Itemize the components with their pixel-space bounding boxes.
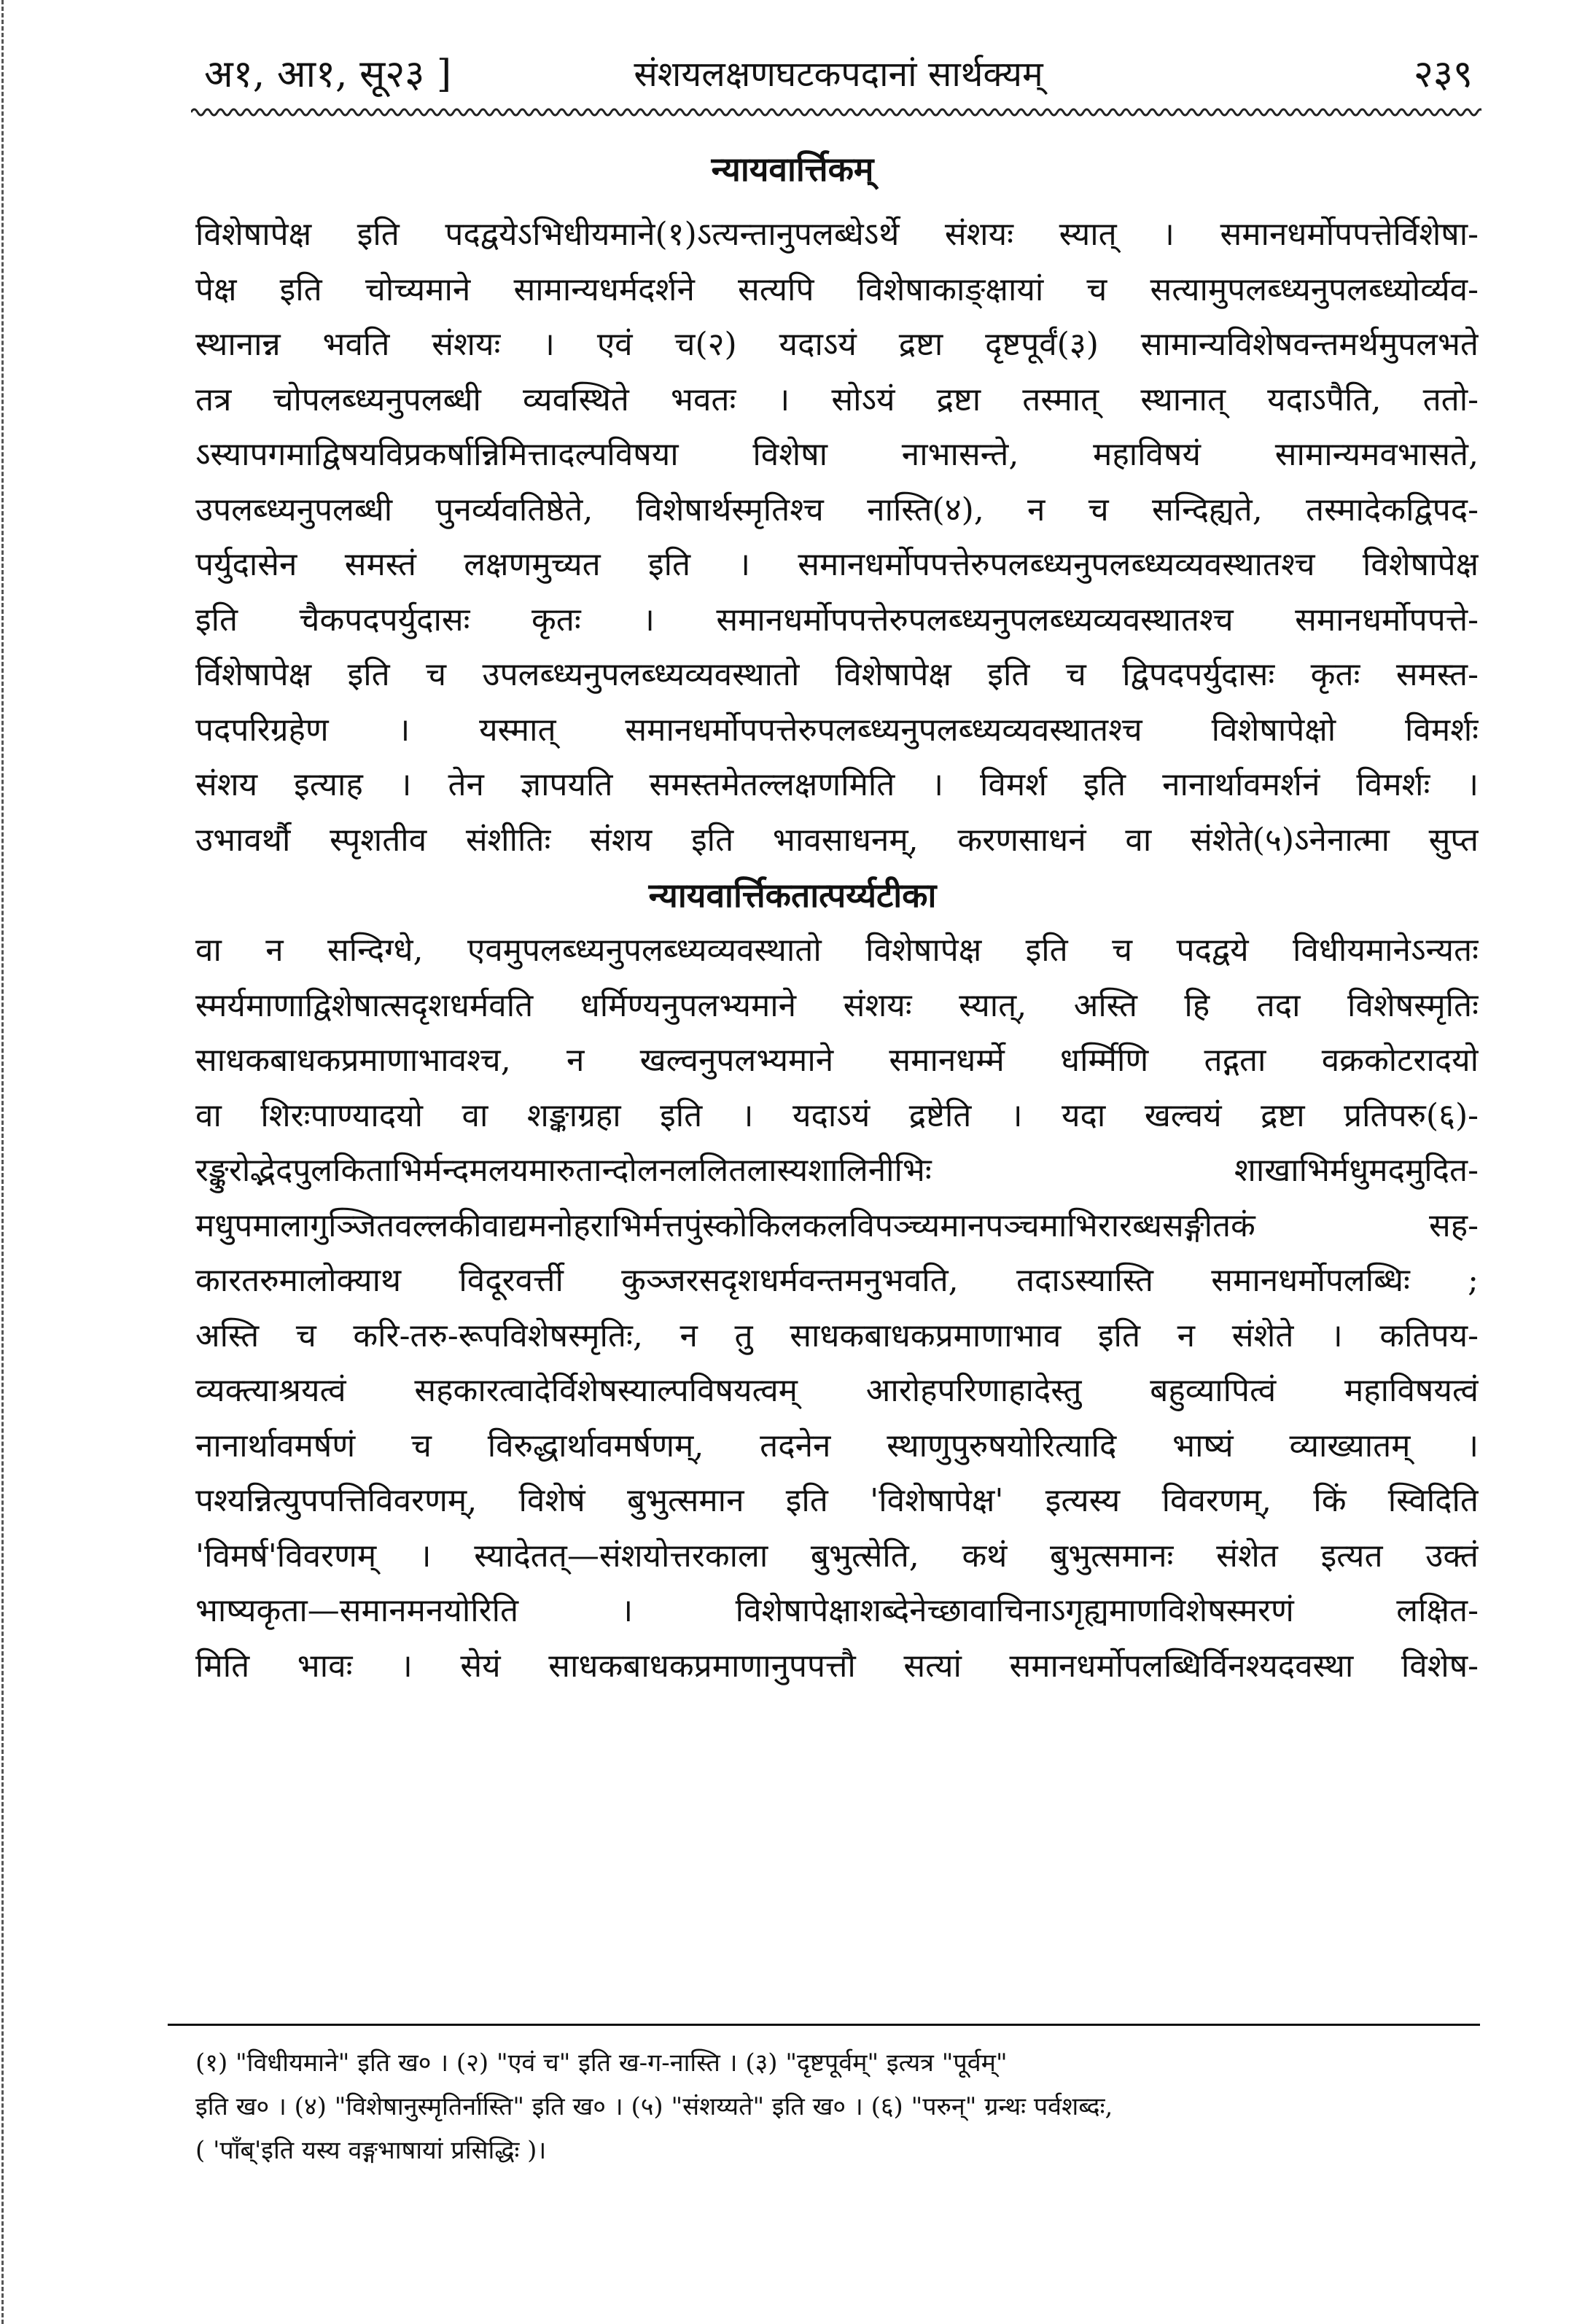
text-line: तत्र चोपलब्ध्यनुपलब्धी व्यवस्थिते भवतः । सोऽयं द्रष्टा तस्मात् स्थानात् यदाऽपैति, ततो-: [195, 381, 1479, 418]
text-line: मिति भावः । सेयं साधकबाधकप्रमाणानुपपत्तौ सत्यां समानधर्मोपलब्धिर्विनश्यदवस्था विशेष-: [195, 1647, 1479, 1685]
text-line: कारतरुमालोक्याथ विदूरवर्त्ती कुञ्जरसदृशधर्मवन्तमनुभवति, तदाऽस्यास्ति समानधर्मोपलब्धिः ;: [195, 1262, 1479, 1299]
page-header: [204, 45, 1473, 104]
wavy-divider: [191, 104, 1481, 121]
text-line: वा न सन्दिग्धे, एवमुपलब्ध्यनुपलब्ध्यव्यवस्थातो विशेषापेक्ष इति च पदद्वये विधीयमानेऽन्यतः: [195, 932, 1479, 969]
text-line: ऽस्यापगमाद्विषयविप्रकर्षान्निमित्तादल्पविषया विशेषा नाभासन्ते, महाविषयं सामान्यमवभासते,: [195, 436, 1479, 473]
footnote-line: ( 'पाँब्'इति यस्य वङ्गभाषायां प्रसिद्धिः )।: [195, 2136, 547, 2165]
text-line: पर्युदासेन समस्तं लक्षणमुच्यत इति । समानधर्मोपपत्तेरुपलब्ध्यनुपलब्ध्यव्यवस्थातश्च विशेषापेक्ष: [195, 546, 1479, 583]
footnote-rule: [168, 2024, 1480, 2026]
text-line: भाष्यकृता—समानमनयोरिति । विशेषापेक्षाशब्देनेच्छावाचिनाऽगृह्यमाणविशेषस्मरणं लक्षित-: [195, 1592, 1479, 1629]
section-title-nyayavarttika: न्यायवार्त्तिकम्: [711, 149, 874, 189]
text-line: संशय इत्याह । तेन ज्ञापयति समस्तमेतल्लक्षणमिति । विमर्श इति नानार्थावमर्शनं विमर्शः ।: [195, 766, 1479, 803]
section-title-tatparyatika: न्यायवार्त्तिकतात्पर्य्यटीका: [648, 876, 937, 915]
text-line: अस्ति च करि-तरु-रूपविशेषस्मृतिः, न तु साधकबाधकप्रमाणाभाव इति न संशेते । कतिपय-: [195, 1317, 1479, 1354]
text-line: स्मर्यमाणाद्विशेषात्सदृशधर्मवति धर्मिण्यनुपलभ्यमाने संशयः स्यात्, अस्ति हि तदा विशेषस्मृतिः: [195, 986, 1479, 1024]
text-line: विशेषापेक्ष इति पदद्वयेऽभिधीयमाने(१)ऽत्यन्तानुपलब्धेऽर्थे संशयः स्यात् । समानधर्मोपपत्तेर्विशेषा-: [195, 216, 1479, 253]
binding-edge: [1, 0, 9, 2324]
text-line: मधुपमालागुञ्जितवल्लकीवाद्यमनोहराभिर्मत्तपुंस्कोकिलकलविपञ्च्यमानपञ्चमाभिरारब्धसङ्गीतकं सह-: [195, 1206, 1479, 1244]
footnotes: [195, 2041, 1479, 2172]
footnote-line: (१) "विधीयमाने" इति ख० । (२) "एवं च" इति ख-ग-नास्ति । (३) "दृष्टपूर्वम्" इत्यत्र "पूर्वम्": [195, 2048, 1008, 2078]
text-line: 'विमर्ष'विवरणम् । स्यादेतत्—संशयोत्तरकाला बुभुत्सेति, कथं बुभुत्समानः संशेत इत्यत उक्तं: [195, 1537, 1479, 1575]
page-number: २३९: [1413, 52, 1473, 96]
text-line: पदपरिग्रहेण । यस्मात् समानधर्मोपपत्तेरुपलब्ध्यनुपलब्ध्यव्यवस्थातश्च विशेषापेक्षो विमर्शः: [195, 711, 1479, 749]
text-line: वा शिरःपाण्यादयो वा शङ्काग्रहा इति । यदाऽयं द्रष्टेति । यदा खल्वयं द्रष्टा प्रतिपरु(६)-: [195, 1096, 1479, 1134]
header-title: संशयलक्षणघटकपदानां सार्थक्यम्: [634, 54, 1043, 95]
text-line: पेक्ष इति चोच्यमाने सामान्यधर्मदर्शने सत्यपि विशेषाकाङ्क्षायां च सत्यामुपलब्ध्यनुपलब्ध्योर्व्यव-: [195, 270, 1479, 308]
footnote-line: इति ख० । (४) "विशेषानुस्मृतिर्नास्ति" इति ख० । (५) "संशय्यते" इति ख० । (६) "परुन्" ग्रन्थः पर्वशब्दः,: [195, 2092, 1113, 2121]
text-line: व्यक्त्याश्रयत्वं सहकारत्वादेर्विशेषस्याल्पविषयत्वम् आरोहपरिणाहादेस्तु बहुव्यापित्वं महाविषयत्वं: [195, 1372, 1479, 1409]
text-line: उपलब्ध्यनुपलब्धी पुनर्व्यवतिष्ठेते, विशेषार्थस्मृतिश्च नास्ति(४), न च सन्दिह्यते, तस्मादेकद्विपद-: [195, 491, 1479, 529]
tatparyatika-text: [195, 923, 1479, 1693]
text-line: र्विशेषापेक्ष इति च उपलब्ध्यनुपलब्ध्यव्यवस्थातो विशेषापेक्ष इति च द्विपदपर्युदासः कृतः समस्त-: [195, 656, 1479, 693]
text-line: उभावर्थौ स्पृशतीव संशीतिः संशय इति भावसाधनम्, करणसाधनं वा संशेते(५)ऽनेनात्मा सुप्त: [195, 821, 1479, 859]
text-line: स्थानान्न भवति संशयः । एवं च(२) यदाऽयं द्रष्टा दृष्टपूर्वं(३) सामान्यविशेषवन्तमर्थमुपलभते: [195, 326, 1479, 363]
nyayavarttika-text: [195, 207, 1479, 867]
text-line: साधकबाधकप्रमाणाभावश्च, न खल्वनुपलभ्यमाने समानधर्म्मे धर्म्मिणि तद्गता वक्रकोटरादयो: [195, 1042, 1479, 1079]
text-line: इति चैकपदपर्युदासः कृतः । समानधर्मोपपत्तेरुपलब्ध्यनुपलब्ध्यव्यवस्थातश्च समानधर्मोपपत्ते-: [195, 601, 1479, 639]
header-section-ref: अ१, आ१, सू२३ ]: [204, 52, 452, 96]
text-line: नानार्थावमर्षणं च विरुद्धार्थावमर्षणम्, तदनेन स्थाणुपुरुषयोरित्यादि भाष्यं व्याख्यातम् ।: [195, 1427, 1479, 1465]
text-line: रङ्कुरोद्भेदपुलकिताभिर्मन्दमलयमारुतान्दोलनललितलास्यशालिनीभिः शाखाभिर्मधुमदमुदित-: [195, 1152, 1479, 1189]
text-line: पश्यन्नित्युपपत्तिविवरणम्, विशेषं बुभुत्समान इति 'विशेषापेक्ष' इत्यस्य विवरणम्, किं स्विदिति: [195, 1482, 1479, 1519]
